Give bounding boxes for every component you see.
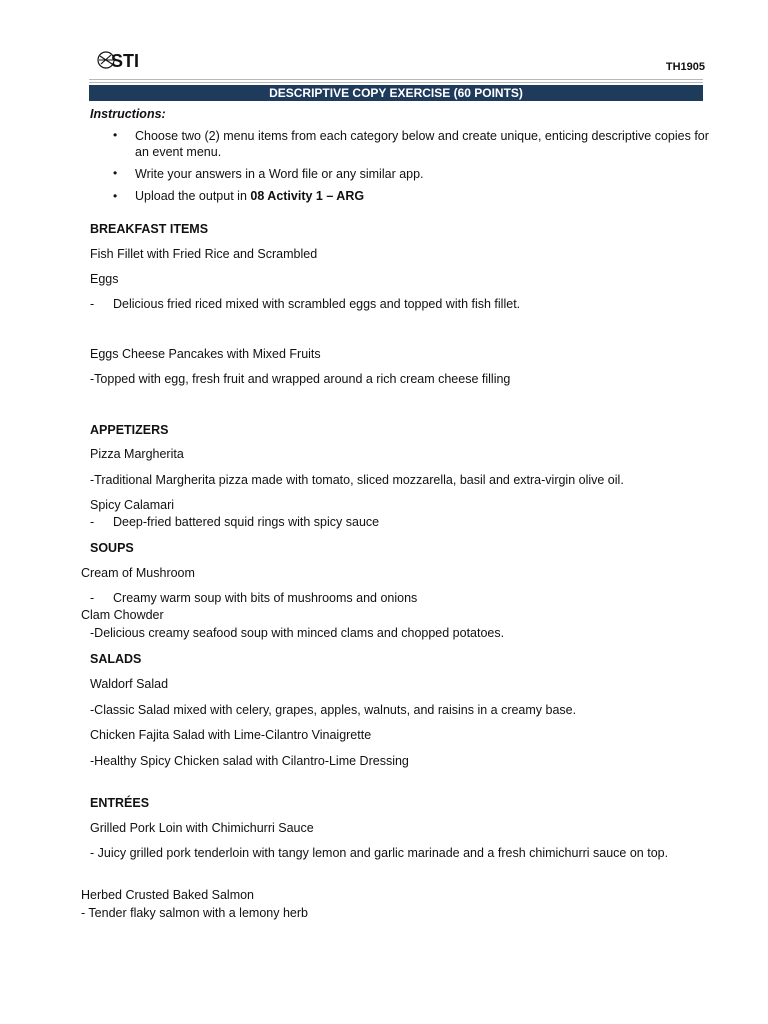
soup-item-1: Cream of Mushroom	[81, 566, 195, 580]
appetizer-item-2: Spicy Calamari	[90, 498, 175, 512]
breakfast-item-1-description: Delicious fried riced mixed with scrambled eggs and topped with fish fillet.	[113, 297, 521, 311]
header-rule-top	[89, 79, 703, 80]
instructions-label: Instructions:	[90, 107, 166, 121]
salad-item-1-description: -Classic Salad mixed with celery, grapes, apples, walnuts, and raisins in a creamy base.	[90, 703, 577, 717]
appetizers-heading: APPETIZERS	[90, 423, 169, 437]
soups-heading: SOUPS	[90, 541, 134, 555]
entree-item-1-description: - Juicy grilled pork tenderloin with tangy lemon and garlic marinade and a fresh chimichurri sauce on top.	[90, 846, 669, 860]
header-rule-bottom	[89, 82, 703, 83]
salad-item-2-description: -Healthy Spicy Chicken salad with Cilantro-Lime Dressing	[90, 754, 409, 768]
salad-item-1: Waldorf Salad	[90, 677, 169, 691]
instruction-bullet-2: Write your answers in a Word file or any similar app.	[135, 167, 424, 181]
appetizer-item-1: Pizza Margherita	[90, 447, 184, 461]
dash-marker: -	[90, 591, 95, 605]
instruction-bullet-3	[135, 188, 710, 204]
bullet-dot: •	[113, 189, 118, 203]
soup-item-2-description: -Delicious creamy seafood soup with minced clams and chopped potatoes.	[90, 626, 505, 640]
dash-marker: -	[90, 515, 95, 529]
entrees-heading: ENTRÉES	[90, 796, 150, 810]
breakfast-item-2-description: -Topped with egg, fresh fruit and wrapped around a rich cream cheese filling	[90, 372, 511, 386]
breakfast-item-1-line-1: Fish Fillet with Fried Rice and Scrambled	[90, 247, 318, 261]
entree-item-2: Herbed Crusted Baked Salmon	[81, 888, 255, 902]
logo-text: STI	[111, 51, 140, 71]
salad-item-2: Chicken Fajita Salad with Lime-Cilantro Vinaigrette	[90, 728, 372, 742]
bullet-dot: •	[113, 166, 118, 180]
appetizer-item-2-description: Deep-fried battered squid rings with spicy sauce	[113, 515, 380, 529]
document-code: TH1905	[665, 61, 705, 73]
breakfast-item-2: Eggs Cheese Pancakes with Mixed Fruits	[90, 347, 321, 361]
soup-item-1-description: Creamy warm soup with bits of mushrooms and onions	[113, 591, 418, 605]
sti-logo	[97, 48, 145, 72]
breakfast-item-1-line-2: Eggs	[90, 272, 119, 286]
salads-heading: SALADS	[90, 652, 142, 666]
bullet-3-text: Upload the output in	[135, 189, 251, 203]
appetizer-item-1-description: -Traditional Margherita pizza made with tomato, sliced mozzarella, basil and extra-virgin olive oil.	[90, 473, 624, 487]
breakfast-heading: BREAKFAST ITEMS	[90, 222, 209, 236]
exercise-banner: DESCRIPTIVE COPY EXERCISE (60 POINTS)	[89, 85, 703, 101]
entree-item-2-description: - Tender flaky salmon with a lemony herb	[81, 906, 308, 920]
activity-name: 08 Activity 1 – ARG	[250, 189, 365, 203]
bullet-dot: •	[113, 128, 118, 142]
entree-item-1: Grilled Pork Loin with Chimichurri Sauce	[90, 821, 314, 835]
dash-marker: -	[90, 297, 95, 311]
instruction-bullet-1: Choose two (2) menu items from each category below and create unique, enticing descriptive copies for an event menu.	[135, 129, 709, 159]
soup-item-2: Clam Chowder	[81, 608, 164, 622]
